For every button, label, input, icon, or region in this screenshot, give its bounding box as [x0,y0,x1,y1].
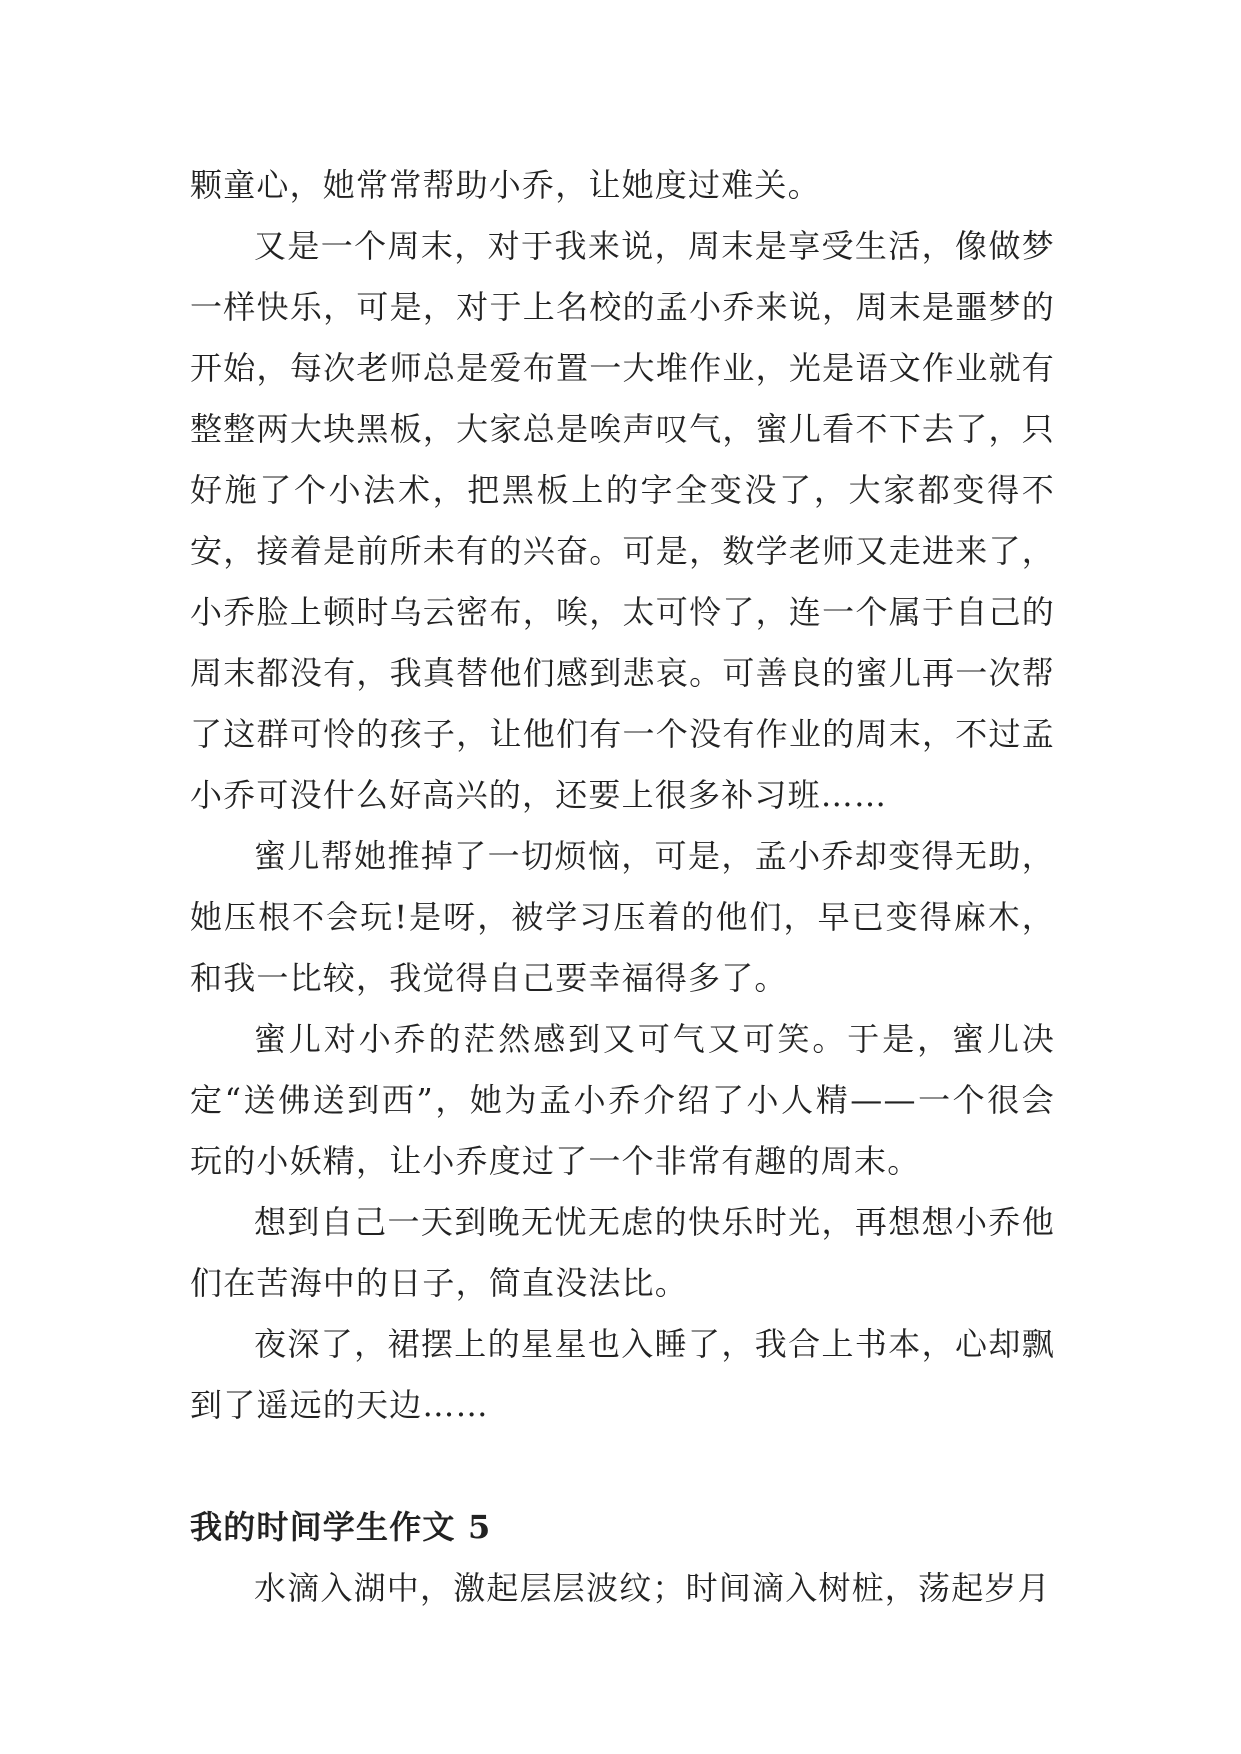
section-title: 我的时间学生作文 5 [190,1508,492,1546]
paragraph-night: 夜深了，裙摆上的星星也入睡了，我合上书本，心却飘到了遥远的天边…… [190,1325,1055,1424]
paragraph-continuation: 颗童心，她常常帮助小乔，让她度过难关。 [190,166,821,204]
paragraph-troubles: 蜜儿帮她推掉了一切烦恼，可是，孟小乔却变得无助，她压根不会玩!是呀，被学习压着的他们，早已变得麻木，和我一比较，我觉得自己要幸福得多了。 [190,837,1055,997]
paragraph-weekend: 又是一个周末，对于我来说，周末是享受生活，像做梦一样快乐，可是，对于上名校的孟小乔来说，周末是噩梦的开始，每次老师总是爱布置一大堆作业，光是语文作业就有整整两大块黑板，大家总是唉声叹气，蜜儿看不下去了，只好施了个小法术，把黑板上的字全变没了，大家都变得不安，接着是前所未有的兴奋。可是，数学老师又走进来了，小乔脸上顿时乌云密布，唉，太可怜了，连一个属于自己的周末都没有，我真替他们感到悲哀。可善良的蜜儿再一次帮了这群可怜的孩子，让他们有一个没有作业的周末，不过孟小乔可没什么好高兴的，还要上很多补习班…… [190,227,1055,814]
paragraph-little-elf: 蜜儿对小乔的茫然感到又可气又可笑。于是，蜜儿决定“送佛送到西”，她为孟小乔介绍了小人精——一个很会玩的小妖精，让小乔度过了一个非常有趣的周末。 [190,1020,1055,1180]
paragraph-water-drop: 水滴入湖中，激起层层波纹；时间滴入树桩，荡起岁月 [254,1569,1051,1607]
document-body [190,155,1055,1619]
paragraph-comparison: 想到自己一天到晚无忧无虑的快乐时光，再想想小乔他们在苦海中的日子，简直没法比。 [190,1203,1055,1302]
